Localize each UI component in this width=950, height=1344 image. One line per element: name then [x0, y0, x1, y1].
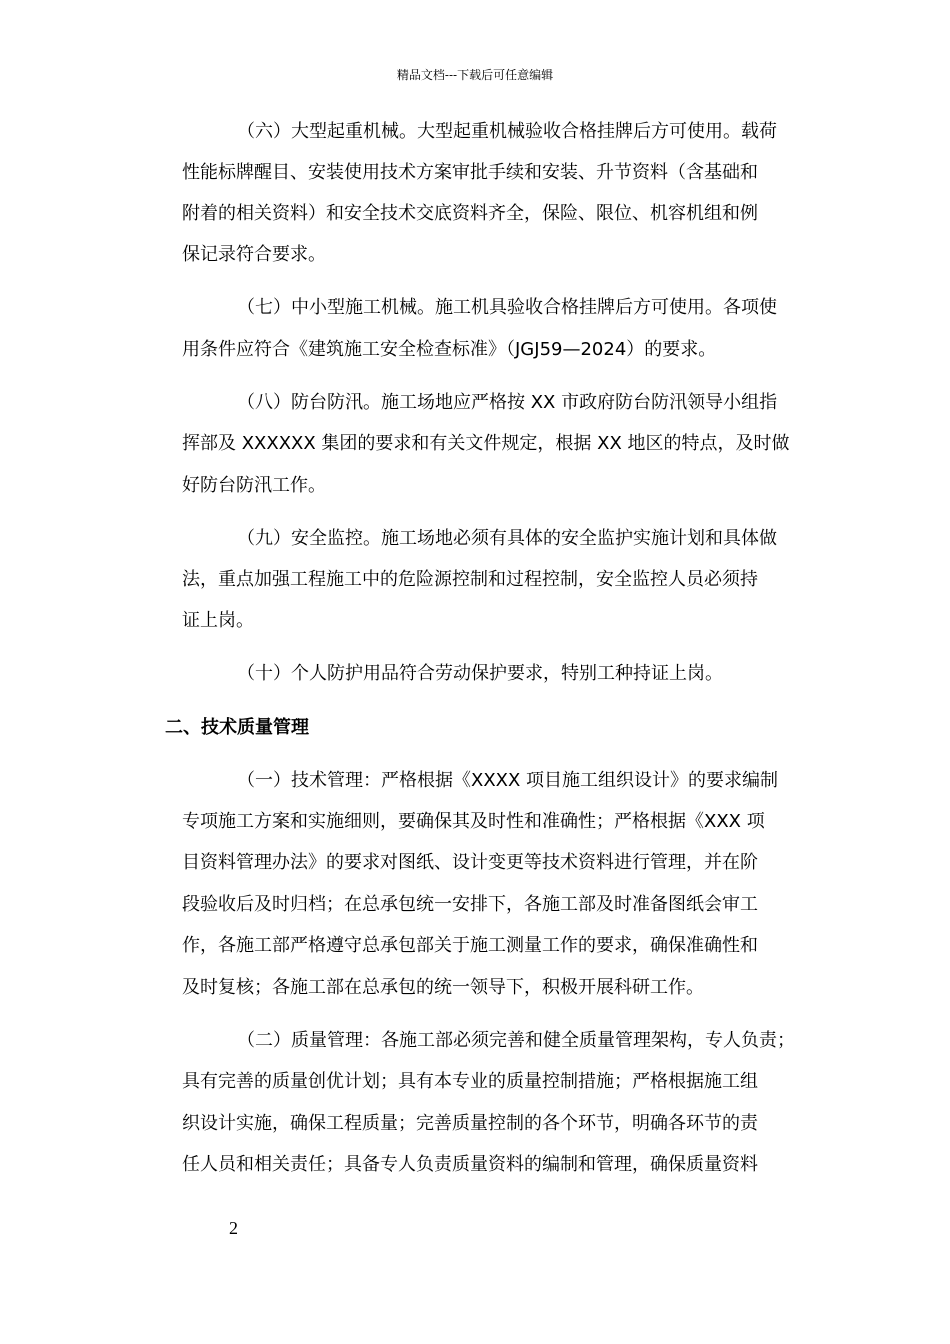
text-line: （一）技术管理：严格根据《XXXX 项目施工组织设计》的要求编制: [237, 770, 779, 791]
text-line: 好防台防汛工作。: [182, 475, 326, 496]
page-header: 精品文档---下载后可任意编辑: [396, 68, 554, 82]
text-line: 附着的相关资料）和安全技术交底资料齐全，保险、限位、机容机组和例: [182, 203, 758, 224]
text-line: 法，重点加强工程施工中的危险源控制和过程控制，安全监控人员必须持: [182, 569, 758, 590]
text-line: 保记录符合要求。: [182, 244, 326, 265]
text-line: 段验收后及时归档；在总承包统一安排下，各施工部及时准备图纸会审工: [182, 894, 758, 915]
text-line: （七）中小型施工机械。施工机具验收合格挂牌后方可使用。各项使: [237, 297, 777, 318]
text-line: 挥部及 XXXXXX 集团的要求和有关文件规定，根据 XX 地区的特点，及时做: [182, 433, 790, 454]
text-line: 作，各施工部严格遵守总承包部关于施工测量工作的要求，确保准确性和: [182, 935, 758, 956]
text-line: 任人员和相关责任；具备专人负责质量资料的编制和管理，确保质量资料: [182, 1154, 758, 1175]
text-line: 性能标牌醒目、安装使用技术方案审批手续和安装、升节资料（含基础和: [182, 162, 758, 183]
text-line: 及时复核；各施工部在总承包的统一领导下，积极开展科研工作。: [182, 977, 704, 998]
text-line: （九）安全监控。施工场地必须有具体的安全监护实施计划和具体做: [237, 528, 777, 549]
text-line: 证上岗。: [182, 610, 254, 631]
text-line: 专项施工方案和实施细则，要确保其及时性和准确性；严格根据《XXX 项: [182, 811, 765, 832]
text-line: （六）大型起重机械。大型起重机械验收合格挂牌后方可使用。载荷: [237, 121, 777, 142]
text-line: （八）防台防汛。施工场地应严格按 XX 市政府防台防汛领导小组指: [237, 392, 778, 413]
page-number: 2: [229, 1218, 238, 1238]
text-line: 目资料管理办法》的要求对图纸、设计变更等技术资料进行管理，并在阶: [182, 852, 758, 873]
text-line: （二）质量管理：各施工部必须完善和健全质量管理架构，专人负责；: [237, 1030, 795, 1051]
text-line: 具有完善的质量创优计划；具有本专业的质量控制措施；严格根据施工组: [182, 1071, 758, 1092]
text-line: 织设计实施，确保工程质量；完善质量控制的各个环节，明确各环节的责: [182, 1113, 758, 1134]
text-line: 用条件应符合《建筑施工安全检查标准》（JGJ59—2024）的要求。: [182, 339, 717, 360]
text-line: （十）个人防护用品符合劳动保护要求，特别工种持证上岗。: [237, 663, 723, 684]
section-heading: 二、技术质量管理: [165, 717, 309, 738]
